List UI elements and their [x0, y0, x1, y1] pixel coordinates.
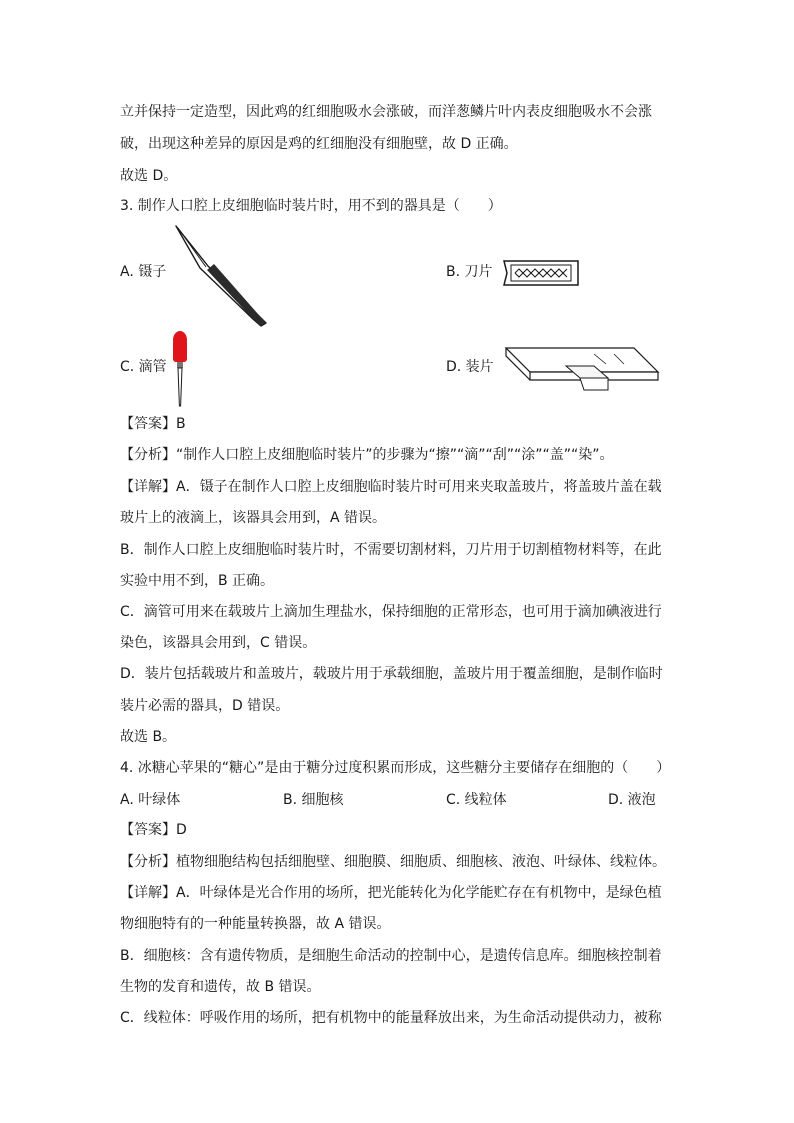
detail-line: C．滴管可用来在载玻片上滴加生理盐水，保持细胞的正常形态，也可用于滴加碘液进行 — [120, 604, 662, 620]
option-d: D. 装片 — [446, 359, 494, 375]
question-3: 3. 制作人口腔上皮细胞临时装片时，用不到的器具是（ ） — [120, 198, 502, 214]
answer: 【答案】D — [120, 822, 187, 838]
option-b: B. 刀片 — [446, 264, 493, 280]
option-c: C. 滴管 — [120, 359, 167, 375]
text-line: 立并保持一定造型，因此鸡的红细胞吸水会涨破，而洋葱鳞片叶内表皮细胞吸水不会涨 — [120, 104, 652, 120]
detail-line: 生物的发育和遗传，故 B 错误。 — [120, 979, 321, 995]
razor-blade-icon — [501, 258, 581, 288]
detail-line: 装片必需的器具，D 错误。 — [120, 698, 290, 714]
detail-line: 实验中用不到，B 正确。 — [120, 573, 275, 589]
option-a: A. 叶绿体 — [120, 792, 181, 808]
analysis: 【分析】植物细胞结构包括细胞壁、细胞膜、细胞质、细胞核、液泡、叶绿体、线粒体。 — [120, 854, 666, 870]
option-a: A. 镊子 — [120, 264, 167, 280]
question-4: 4. 冰糖心苹果的“糖心”是由于糖分过度积累而形成，这些糖分主要储存在细胞的（ ） — [120, 760, 671, 776]
detail-line: D．装片包括载玻片和盖玻片，载玻片用于承载细胞，盖玻片用于覆盖细胞，是制作临时 — [120, 666, 663, 682]
slide-icon — [502, 344, 662, 396]
answer: 【答案】B — [120, 416, 186, 432]
final-choice: 故选 D。 — [120, 168, 178, 184]
text-line: 破，出现这种差异的原因是鸡的红细胞没有细胞壁，故 D 正确。 — [120, 136, 518, 152]
option-c: C. 线粒体 — [446, 792, 507, 808]
dropper-icon — [168, 330, 192, 410]
detail-line: 【详解】A．镊子在制作人口腔上皮细胞临时装片时可用来夹取盖玻片，将盖玻片盖在载 — [120, 479, 662, 495]
detail-line: 物细胞特有的一种能量转换器，故 A 错误。 — [120, 916, 391, 932]
detail-line: C．线粒体：呼吸作用的场所，把有机物中的能量释放出来，为生命活动提供动力，被称 — [120, 1010, 662, 1026]
detail-line: B．细胞核：含有遗传物质，是细胞生命活动的控制中心，是遗传信息库。细胞核控制着 — [120, 948, 662, 964]
final-choice: 故选 B。 — [120, 729, 177, 745]
option-b: B. 细胞核 — [283, 792, 344, 808]
analysis: 【分析】“制作人口腔上皮细胞临时装片”的步骤为“擦”“滴”“刮”“涂”“盖”“染”。 — [120, 447, 614, 463]
detail-line: B．制作人口腔上皮细胞临时装片时，不需要切割材料，刀片用于切割植物材料等，在此 — [120, 542, 662, 558]
tweezers-icon — [170, 222, 270, 328]
detail-line: 染色，该器具会用到，C 错误。 — [120, 635, 317, 651]
detail-line: 玻片上的液滴上，该器具会用到，A 错误。 — [120, 510, 387, 526]
option-d: D. 液泡 — [608, 792, 656, 808]
detail-line: 【详解】A．叶绿体是光合作用的场所，把光能转化为化学能贮存在有机物中，是绿色植 — [120, 885, 662, 901]
